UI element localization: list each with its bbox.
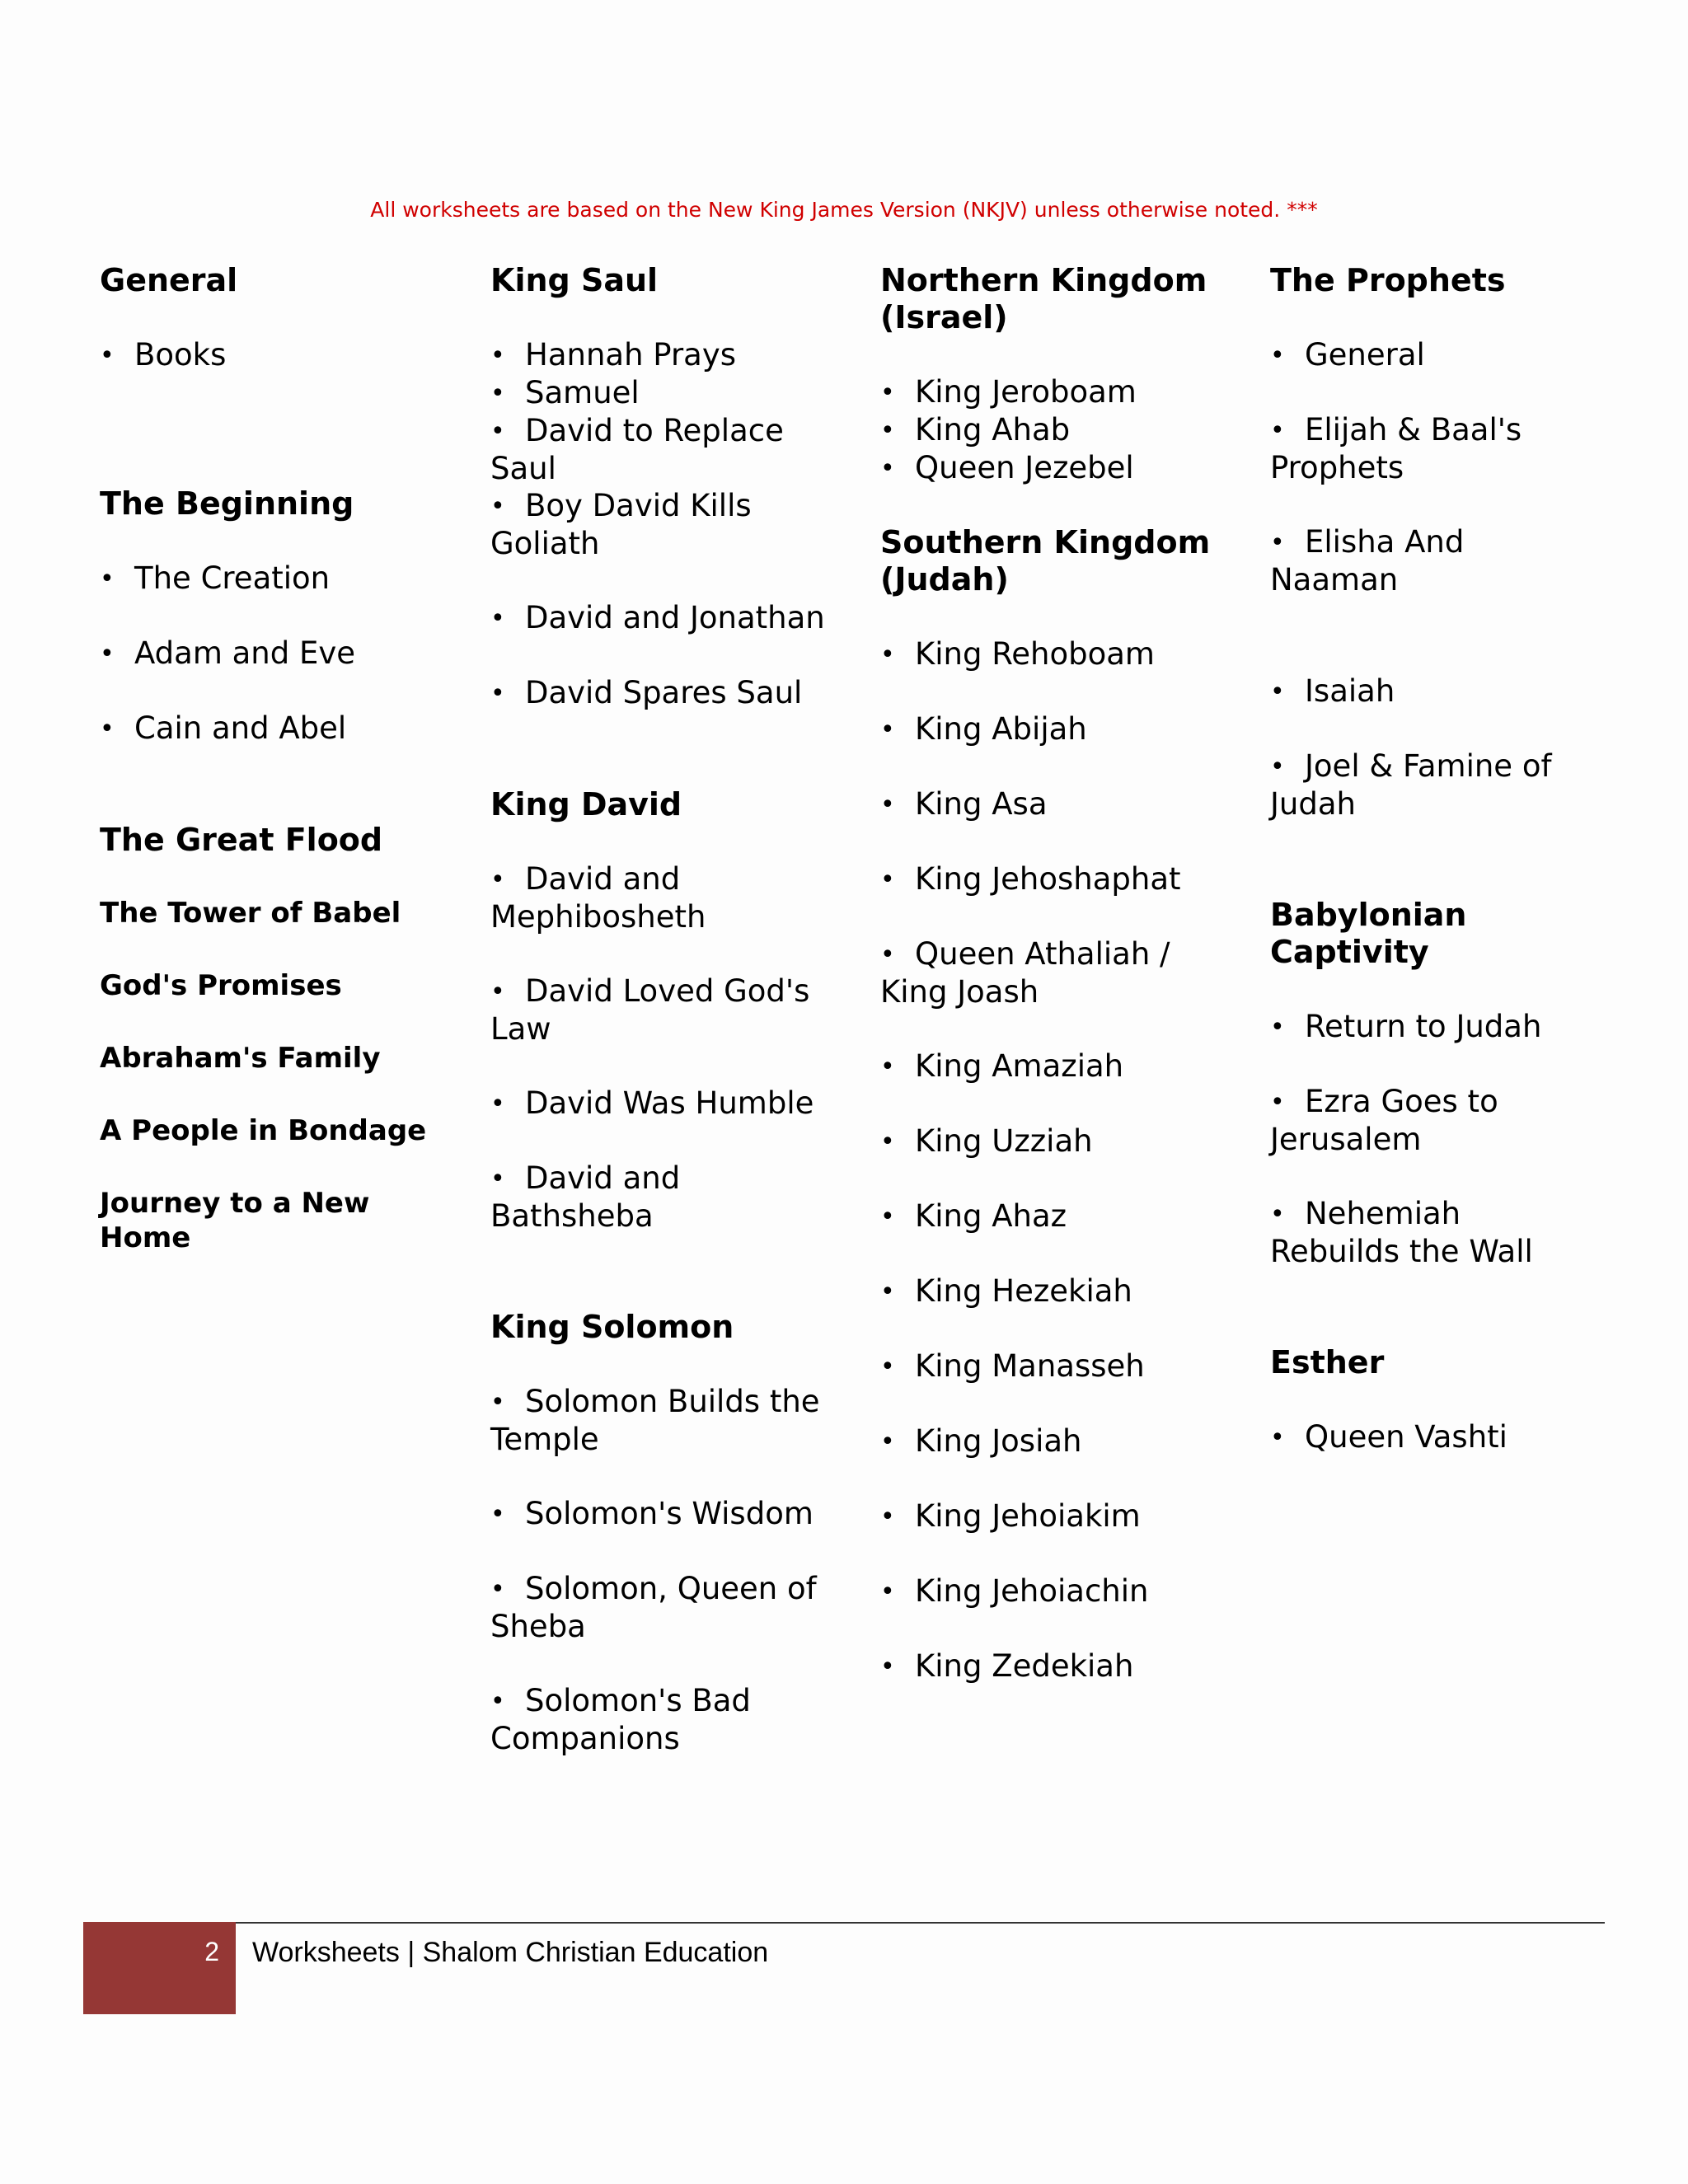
page-number-box — [83, 1922, 236, 2014]
bullet-icon: • — [880, 940, 895, 969]
bullet-icon: • — [490, 417, 505, 446]
bullet-icon: • — [490, 1165, 505, 1193]
bullet-icon: • — [490, 1090, 505, 1118]
section-king-david[interactable]: King David — [490, 786, 682, 823]
bullet-icon: • — [880, 865, 895, 894]
list-item[interactable]: • Elijah & Baal's Prophets — [1270, 412, 1522, 485]
column-2 — [490, 262, 870, 1757]
column-4 — [1270, 262, 1649, 1456]
bullet-icon: • — [880, 1352, 895, 1381]
list-item[interactable]: • David Was Humble — [490, 1085, 814, 1121]
bullet-icon: • — [1270, 341, 1285, 370]
list-item[interactable]: • Cain and Abel — [100, 710, 347, 746]
list-item[interactable]: • Queen Vashti — [1270, 1419, 1507, 1455]
bullet-icon: • — [490, 977, 505, 1006]
list-item[interactable]: • King Jehoiachin — [880, 1573, 1149, 1609]
bullet-icon: • — [1270, 528, 1285, 557]
section-great-flood[interactable]: The Great Flood — [100, 822, 383, 858]
bullet-icon: • — [1270, 1200, 1285, 1229]
bullet-icon: • — [100, 715, 115, 743]
list-item[interactable]: • Books — [100, 337, 227, 373]
list-item[interactable]: • King Josiah — [880, 1423, 1082, 1459]
list-item[interactable]: • Queen Athaliah / King Joash — [880, 936, 1170, 1010]
bullet-icon: • — [880, 416, 895, 445]
list-item[interactable]: • David Spares Saul — [490, 675, 803, 710]
bullet-icon: • — [1270, 1013, 1285, 1042]
list-item[interactable]: • Hannah Prays — [490, 337, 737, 373]
list-item[interactable]: • Queen Jezebel — [880, 450, 1134, 485]
bullet-icon: • — [490, 1687, 505, 1716]
link-tower-of-babel[interactable]: The Tower of Babel — [100, 897, 401, 930]
list-item[interactable]: • King Zedekiah — [880, 1648, 1134, 1684]
bullet-icon: • — [880, 1577, 895, 1606]
bullet-icon: • — [1270, 677, 1285, 706]
bullet-icon: • — [880, 454, 895, 483]
bullet-icon: • — [880, 640, 895, 669]
bullet-icon: • — [880, 1052, 895, 1081]
bullet-icon: • — [1270, 1088, 1285, 1117]
section-general[interactable]: General — [100, 262, 238, 298]
section-esther[interactable]: Esther — [1270, 1344, 1385, 1380]
section-southern-kingdom[interactable]: Southern Kingdom (Judah) — [880, 524, 1211, 598]
list-item[interactable]: • King Ahaz — [880, 1198, 1067, 1234]
list-item[interactable]: • Solomon Builds the Temple — [490, 1384, 820, 1457]
bullet-icon: • — [1270, 1423, 1285, 1452]
list-item[interactable]: • David and Jonathan — [490, 600, 825, 635]
bullet-icon: • — [880, 1502, 895, 1531]
bullet-icon: • — [490, 604, 505, 633]
bullet-icon: • — [1270, 416, 1285, 445]
bullet-icon: • — [880, 715, 895, 744]
list-item[interactable]: • Solomon's Wisdom — [490, 1496, 814, 1531]
list-item[interactable]: • King Ahab — [880, 412, 1071, 448]
section-king-solomon[interactable]: King Solomon — [490, 1309, 734, 1345]
section-northern-kingdom[interactable]: Northern Kingdom (Israel) — [880, 262, 1207, 335]
list-item[interactable]: • Nehemiah Rebuilds the Wall — [1270, 1196, 1533, 1269]
list-item[interactable]: • King Hezekiah — [880, 1273, 1132, 1309]
bullet-icon: • — [100, 640, 115, 668]
list-item[interactable]: • King Amaziah — [880, 1048, 1124, 1084]
list-item[interactable]: • King Asa — [880, 786, 1048, 822]
footer-title: Worksheets | Shalom Christian Education — [252, 1937, 769, 1968]
list-item[interactable]: • King Jehoiakim — [880, 1498, 1141, 1534]
list-item[interactable]: • Joel & Famine of Judah — [1270, 748, 1552, 822]
list-item[interactable]: • Samuel — [490, 375, 640, 410]
list-item[interactable]: • Boy David Kills Goliath — [490, 488, 752, 561]
list-item[interactable]: • King Jeroboam — [880, 374, 1137, 410]
link-abrahams-family[interactable]: Abraham's Family — [100, 1042, 381, 1075]
list-item[interactable]: • Ezra Goes to Jerusalem — [1270, 1084, 1498, 1157]
list-item[interactable]: • King Jehoshaphat — [880, 861, 1181, 897]
link-journey-new-home[interactable]: Journey to a New Home — [100, 1187, 370, 1254]
bullet-icon: • — [490, 1388, 505, 1417]
list-item[interactable]: • Adam and Eve — [100, 635, 356, 671]
bullet-icon: • — [880, 378, 895, 407]
bullet-icon: • — [880, 790, 895, 819]
bullet-icon: • — [880, 1427, 895, 1456]
page-number: 2 — [204, 1937, 219, 1966]
section-king-saul[interactable]: King Saul — [490, 262, 659, 298]
section-the-prophets[interactable]: The Prophets — [1270, 262, 1506, 298]
list-item[interactable]: • Elisha And Naaman — [1270, 524, 1465, 598]
list-item[interactable]: • David and Mephibosheth — [490, 861, 706, 935]
bullet-icon: • — [880, 1127, 895, 1156]
list-item[interactable]: • The Creation — [100, 560, 331, 596]
list-item[interactable]: • David and Bathsheba — [490, 1160, 681, 1234]
bullet-icon: • — [490, 1575, 505, 1604]
list-item[interactable]: • David to Replace Saul — [490, 413, 784, 486]
bullet-icon: • — [490, 1500, 505, 1529]
footer-divider — [235, 1922, 1605, 1924]
bullet-icon: • — [490, 679, 505, 708]
list-item[interactable]: • King Abijah — [880, 711, 1087, 747]
bullet-icon: • — [1270, 752, 1285, 781]
list-item[interactable]: • Return to Judah — [1270, 1009, 1542, 1044]
list-item[interactable]: • King Manasseh — [880, 1348, 1145, 1384]
bullet-icon: • — [490, 379, 505, 408]
list-item[interactable]: • David Loved God's Law — [490, 973, 810, 1047]
nkjv-notice: All worksheets are based on the New King James Version (NKJV) unless otherwise noted. *** — [370, 198, 1318, 222]
column-3 — [880, 262, 1259, 1685]
bullet-icon: • — [100, 565, 115, 593]
bullet-icon: • — [490, 492, 505, 521]
section-babylonian-captivity[interactable]: Babylonian Captivity — [1270, 897, 1467, 970]
bullet-icon: • — [100, 341, 115, 370]
list-item[interactable]: • General — [1270, 337, 1425, 373]
bullet-icon: • — [880, 1652, 895, 1681]
link-people-in-bondage[interactable]: A People in Bondage — [100, 1114, 427, 1147]
bullet-icon: • — [880, 1202, 895, 1231]
list-item[interactable]: • Solomon, Queen of Sheba — [490, 1571, 817, 1644]
list-item[interactable]: • Solomon's Bad Companions — [490, 1683, 751, 1756]
list-item[interactable]: • King Uzziah — [880, 1123, 1093, 1159]
link-gods-promises[interactable]: God's Promises — [100, 969, 342, 1002]
list-item[interactable]: • Isaiah — [1270, 673, 1395, 709]
bullet-icon: • — [490, 341, 505, 370]
section-the-beginning[interactable]: The Beginning — [100, 485, 354, 522]
bullet-icon: • — [490, 865, 505, 894]
list-item[interactable]: • King Rehoboam — [880, 636, 1155, 672]
column-1 — [100, 262, 479, 1255]
bullet-icon: • — [880, 1277, 895, 1306]
